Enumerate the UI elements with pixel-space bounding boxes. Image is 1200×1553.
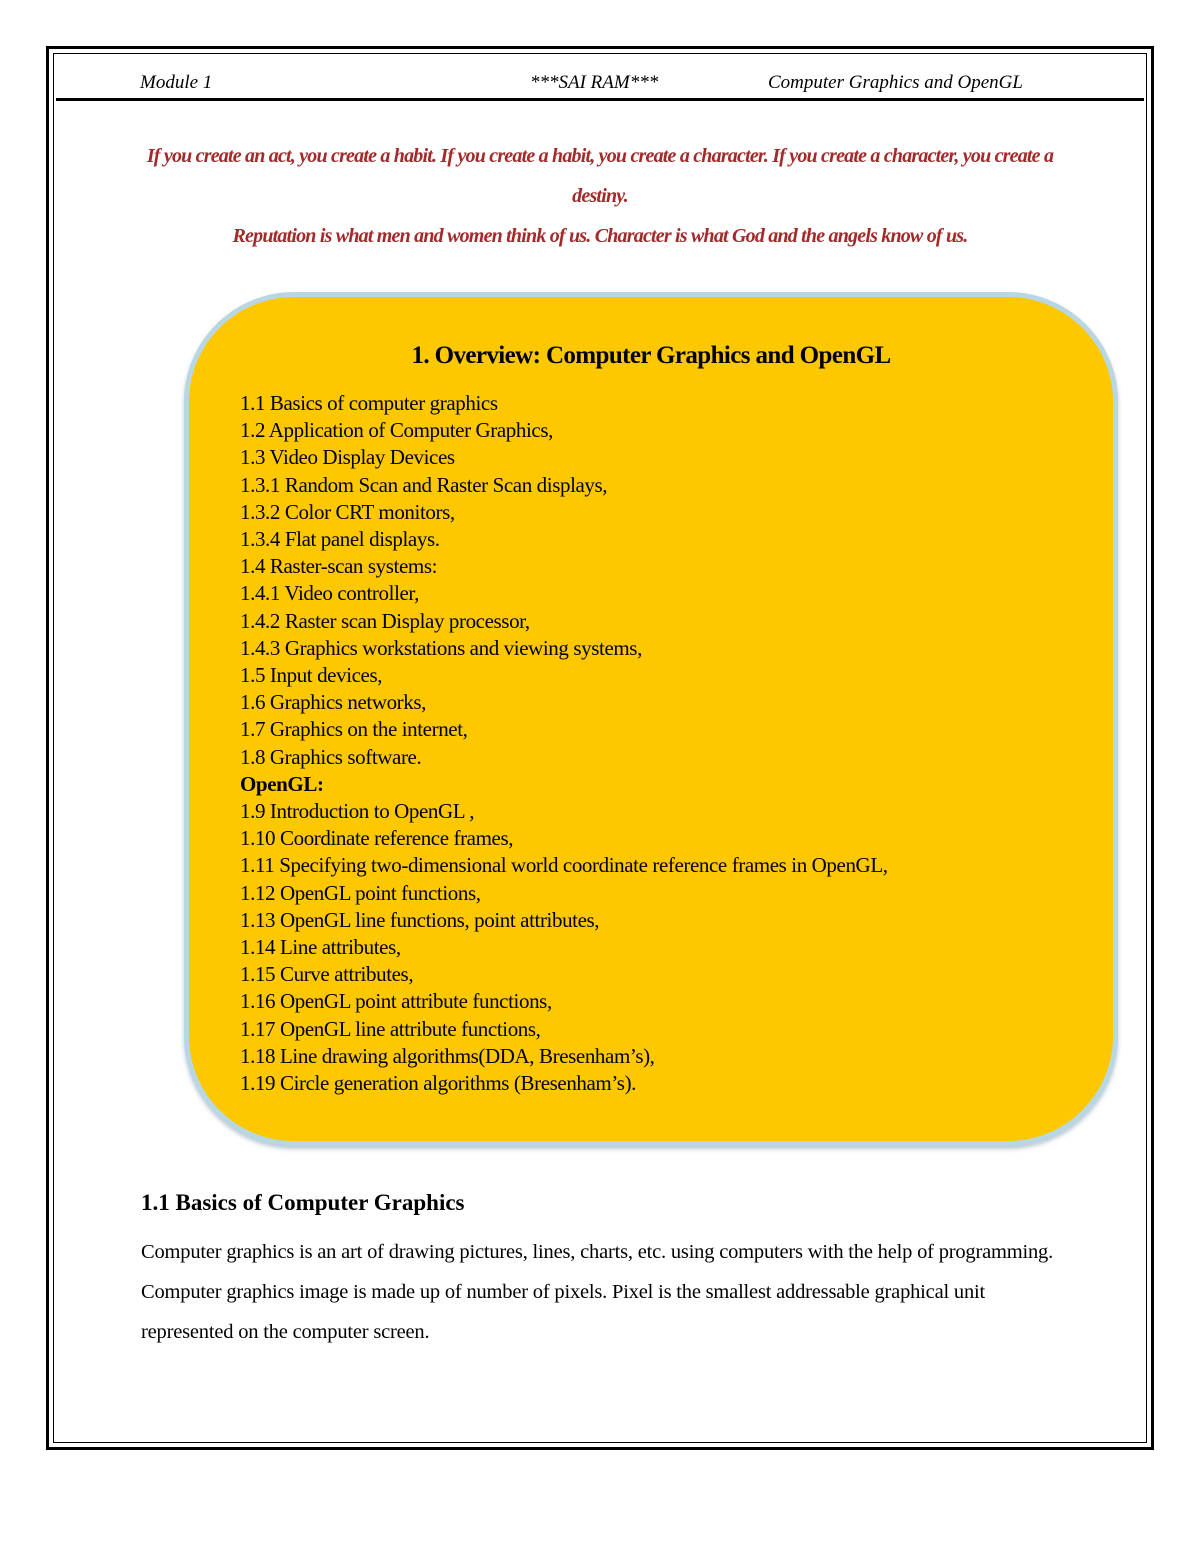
header-subject: Computer Graphics and OpenGL (768, 72, 1023, 93)
overview-item: 1.13 OpenGL line functions, point attributes, (240, 907, 600, 932)
overview-title: 1. Overview: Computer Graphics and OpenGL (411, 342, 891, 369)
overview-item: 1.4.3 Graphics workstations and viewing systems, (240, 635, 642, 660)
overview-item: 1.9 Introduction to OpenGL , (240, 799, 475, 824)
quote-reputation: Reputation is what men and women think of us. Character is what God and the angels know of us. (232, 225, 968, 247)
overview-item: 1.3.2 Color CRT monitors, (240, 499, 455, 524)
overview-item: 1.15 Curve attributes, (240, 962, 414, 987)
overview-item: 1.17 OpenGL line attribute functions, (240, 1016, 541, 1041)
overview-item: 1.18 Line drawing algorithms(DDA, Bresenham’s), (240, 1043, 655, 1068)
overview-item: 1.3.1 Random Scan and Raster Scan displays, (240, 472, 608, 497)
overview-item: 1.11 Specifying two-dimensional world coordinate reference frames in OpenGL, (240, 853, 888, 878)
section-heading: 1.1 Basics of Computer Graphics (141, 1190, 465, 1215)
overview-item: 1.16 OpenGL point attribute functions, (240, 989, 552, 1014)
quote-habit: If you create an act, you create a habit. If you create a habit, you create a character. If you create a character, you create a destiny. (146, 145, 1054, 207)
header-center: ***SAI RAM*** (530, 72, 659, 93)
overview-item: 1.6 Graphics networks, (240, 690, 426, 715)
overview-item: 1.3 Video Display Devices (240, 445, 455, 470)
overview-item: 1.3.4 Flat panel displays. (240, 527, 440, 552)
overview-item: 1.14 Line attributes, (240, 935, 401, 960)
overview-item: 1.7 Graphics on the internet, (240, 717, 468, 742)
overview-item: OpenGL: (240, 771, 324, 796)
overview-item: 1.1 Basics of computer graphics (240, 391, 498, 415)
overview-item: 1.4.1 Video controller, (240, 581, 420, 606)
overview-list (240, 390, 1100, 1097)
overview-item: 1.2 Application of Computer Graphics, (240, 418, 553, 443)
overview-item: 1.8 Graphics software. (240, 744, 422, 769)
overview-item: 1.12 OpenGL point functions, (240, 880, 481, 905)
overview-item: 1.19 Circle generation algorithms (Bresenham’s). (240, 1071, 637, 1096)
section-paragraph: Computer graphics is an art of drawing pictures, lines, charts, etc. using computers with the help of programming. Computer graphics image is made up of number of pixels. Pixel is the smallest addressable graphical unit represented on the computer screen. (141, 1241, 1054, 1343)
overview-item: 1.10 Coordinate reference frames, (240, 826, 514, 851)
overview-item: 1.4.2 Raster scan Display processor, (240, 608, 530, 633)
page-header (56, 68, 1144, 101)
overview-item: 1.5 Input devices, (240, 663, 383, 688)
overview-item: 1.4 Raster-scan systems: (240, 554, 438, 579)
header-module: Module 1 (140, 72, 213, 93)
